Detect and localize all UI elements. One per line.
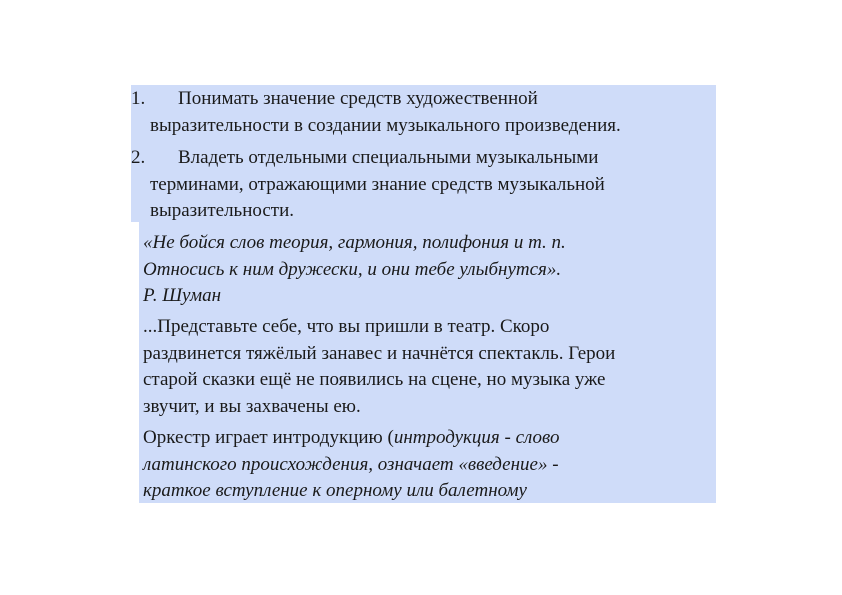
paragraph-line <box>143 425 560 451</box>
quote-author: Р. Шуман <box>143 285 222 306</box>
paragraph-line: раздвинется тяжёлый занавес и начнётся спектакль. Герои <box>143 343 616 364</box>
quote-line: Относись к ним дружески, и они тебе улыбнутся». <box>143 259 562 280</box>
list-item-number: 1. <box>131 88 146 109</box>
paragraph-line: звучит, и вы захвачены ею. <box>143 396 361 417</box>
list-item-line: выразительности в создании музыкального произведения. <box>150 115 621 136</box>
list-item-number: 2. <box>131 147 146 168</box>
quote-line: «Не бойся слов теория, гармония, полифония и т. п. <box>143 232 566 253</box>
paragraph-text-italic: интродукция - слово <box>393 427 560 448</box>
paragraph-text-plain: Оркестр играет интродукцию ( <box>143 427 394 448</box>
list-item-line: выразительности. <box>150 200 295 221</box>
list-item-line: Владеть отдельными специальными музыкальными <box>178 147 599 168</box>
paragraph-line: ...Представьте себе, что вы пришли в театр. Скоро <box>143 316 550 337</box>
list-item-line: терминами, отражающими знание средств музыкальной <box>150 174 605 195</box>
paragraph-line: краткое вступление к оперному или балетному <box>143 480 527 501</box>
paragraph-line: старой сказки ещё не появились на сцене, но музыка уже <box>143 369 606 390</box>
paragraph-line: латинского происхождения, означает «введение» - <box>143 454 559 475</box>
list-item-line: Понимать значение средств художественной <box>178 88 538 109</box>
